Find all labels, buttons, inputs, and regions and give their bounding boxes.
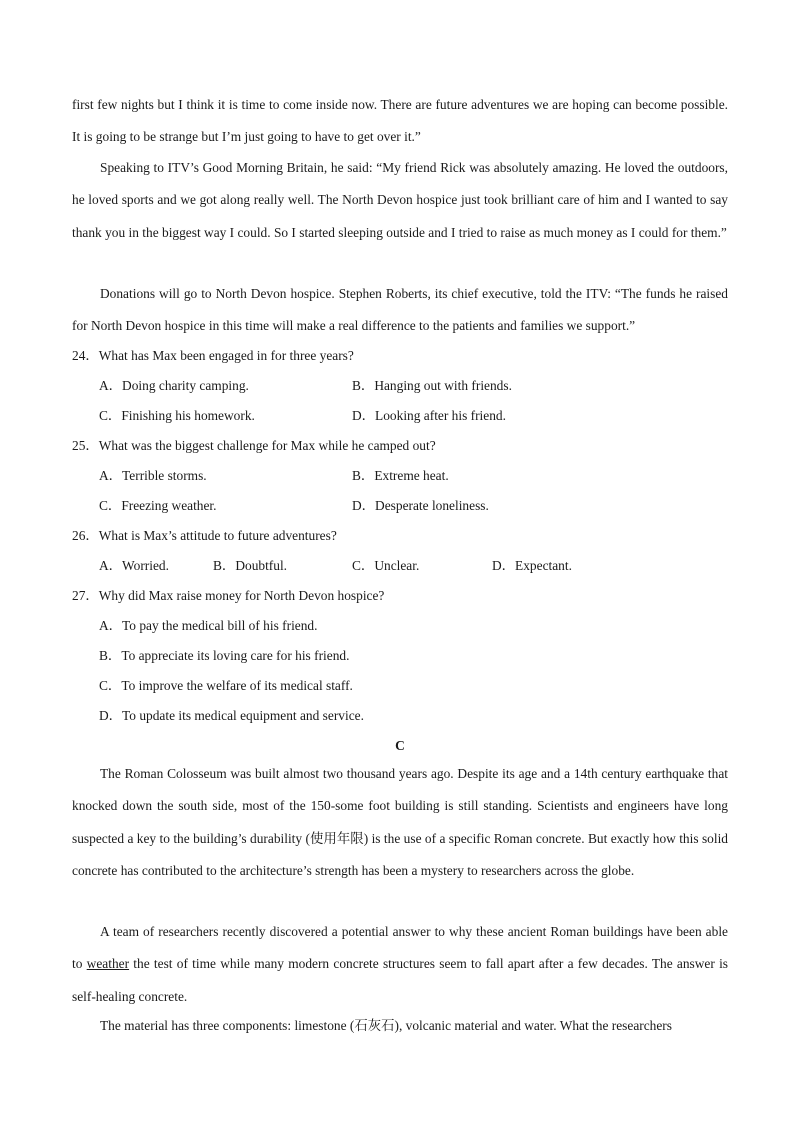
question-26-stem: 26．What is Max’s attitude to future adventures? (72, 528, 337, 543)
question-25-option-d: D．Desperate loneliness. (352, 498, 489, 513)
underlined-word: weather (86, 956, 130, 972)
passage-b-paragraph-1: first few nights but I think it is time to come inside now. There are future adventures we are hoping can become possible. It is going to be strange but I’m just going to have to get over it.” (72, 97, 728, 145)
passage-b-paragraph-3: Donations will go to North Devon hospice. Stephen Roberts, its chief executive, told the ITV: “The funds he raised for North Devon hospice in this time will make a real difference to the patients and families we support.” (72, 286, 728, 334)
question-27-option-c: C．To improve the welfare of its medical staff. (99, 678, 353, 693)
question-27-option-d: D．To update its medical equipment and service. (99, 708, 364, 723)
question-24-stem: 24．What has Max been engaged in for three years? (72, 348, 354, 363)
passage-b-paragraph-2: Speaking to ITV’s Good Morning Britain, he said: “My friend Rick was absolutely amazing. He loved the outdoors, he loved sports and we got along really well. The North Devon hospice just took brilliant care of him and I wanted to say thank you in the biggest way I could. So I started sleeping outside and I tried to raise as much money as I could for them.” (72, 160, 728, 240)
passage-c-paragraph-2-end: the test of time while many modern concrete structures seem to fall apart after a few decades. The answer is self-healing concrete. (72, 956, 728, 1004)
question-24-option-d: D．Looking after his friend. (352, 408, 506, 423)
question-26-option-b: B．Doubtful. (213, 558, 288, 573)
question-24-option-a: A．Doing charity camping. (99, 378, 249, 393)
passage-c-paragraph-3: The material has three components: limestone (石灰石), volcanic material and water. What the researchers (100, 1018, 672, 1033)
question-25-stem: 25．What was the biggest challenge for Max while he camped out? (72, 438, 436, 453)
passage-c-paragraph-2 (72, 916, 728, 1013)
question-27-option-a: A．To pay the medical bill of his friend. (99, 618, 318, 633)
passage-c-heading: C (395, 738, 405, 753)
question-26-option-d: D．Expectant. (492, 558, 572, 573)
question-26-option-c: C．Unclear. (352, 558, 420, 573)
question-26-option-a: A．Worried. (99, 558, 169, 573)
passage-c-paragraph-1: The Roman Colosseum was built almost two thousand years ago. Despite its age and a 14th century earthquake that knocked down the south side, most of the 150-some foot building is still standing. Scientists and engineers have long suspected a key to the building’s durability (使用年限) is the use of a specific Roman concrete. But exactly how this solid concrete has contributed to the architecture’s strength has been a mystery to researchers across the globe. (72, 766, 728, 878)
question-24-option-b: B．Hanging out with friends. (352, 378, 512, 393)
question-27-option-b: B．To appreciate its loving care for his friend. (99, 648, 350, 663)
passage-c-paragraph-2-start: A team of researchers recently discovered a potential answer to why these ancient Roman buildings have been able to (72, 924, 728, 972)
question-25-option-c: C．Freezing weather. (99, 498, 217, 513)
question-25-option-a: A．Terrible storms. (99, 468, 207, 483)
question-27-stem: 27．Why did Max raise money for North Devon hospice? (72, 588, 385, 603)
question-24-option-c: C．Finishing his homework. (99, 408, 255, 423)
question-25-option-b: B．Extreme heat. (352, 468, 449, 483)
